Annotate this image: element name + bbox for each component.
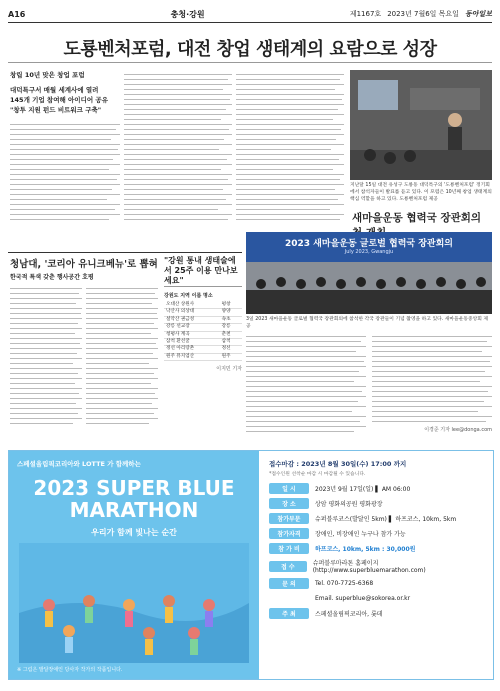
ad-row-fee: 참 가 비 하프코스, 10km, 5km : 30,000원	[269, 543, 483, 554]
ad-row-category: 참가부문 슈퍼블루코스(발달인 5km) ▌ 하프코스, 10km, 5km	[269, 513, 483, 524]
page-number: A16	[8, 9, 26, 19]
page-header	[8, 8, 492, 20]
ad-event-title: 2023 SUPER BLUE MARATHON	[33, 476, 235, 522]
section-name: 충청·강원	[170, 9, 205, 19]
ad-slogan: 우리가 함께 빛나는 순간	[91, 528, 177, 537]
table-row: 원주 뮤지엄산 원주	[164, 353, 242, 360]
runners-illustration-icon	[19, 543, 249, 663]
ad-row-contact-email[interactable]: Email. superblue@sokorea.or.kr	[315, 595, 411, 602]
sidebar-title-box	[352, 210, 492, 228]
conference-photo-icon	[350, 70, 492, 180]
sidebar-body-col1	[246, 332, 366, 442]
ad-row-contact-tel: 문 의 Tel. 070-7725-6368	[269, 578, 483, 589]
main-lede	[10, 85, 120, 115]
table-row: 설악산 권금성 속초	[164, 316, 242, 323]
main-body-col3	[236, 70, 344, 232]
ad-info-panel	[259, 451, 493, 679]
table-row: 오대산 상원사 평창	[164, 302, 242, 309]
issue-number: 제1167호	[349, 10, 382, 18]
mid-left-body-col2	[86, 284, 158, 444]
table-title: 강원도 지역 이름 명소	[164, 293, 213, 299]
sidebar-photo-caption: 3일 2023 새마을운동 글로벌 협력국 장관회의에 참석한 각국 장관들이 기념 촬영을 하고 있다. 새마을운동중앙회 제공	[246, 317, 489, 329]
ad-poster	[9, 451, 259, 679]
table-row: 청평사 계곡 춘천	[164, 331, 242, 338]
main-photo-caption: 지난달 15일 대전 유성구 도룡동 대덕특구의 '도룡벤처포럼' 정기회에서 참석자들이 발표를 듣고 있다. 이 포럼은 10년째 창업 생태계의 핵심 역할을 하고 있다. 도룡벤처포럼 제공	[350, 183, 492, 202]
sidebar-photo	[246, 232, 492, 314]
ad-row-host: 주 최 스페셜올림픽코리아, 롯데	[269, 608, 483, 619]
ad-deadline-sub: *접수인원 선착순 마감 시 마감될 수 있습니다.	[269, 472, 366, 477]
main-article-kicker-block	[10, 70, 120, 115]
mid-center-byline: 이지민 기자	[216, 366, 242, 373]
main-kicker: 창립 10년 맞은 창업 포럼	[10, 71, 85, 79]
ad-row-eligibility: 참가자격 장애인, 비장애인 누구나 참가 가능	[269, 528, 483, 539]
places-table	[164, 302, 242, 361]
lede-line: 대덕특구서 매월 세계사에 열려	[10, 86, 99, 94]
marathon-advertisement	[8, 450, 494, 680]
main-body-col1	[10, 120, 120, 232]
sidebar-photo-banner: 2023 새마을운동 글로벌 협력국 장관회의	[285, 239, 453, 249]
table-row: 정선 아리랑촌 정선	[164, 346, 242, 353]
ad-row-place: 장 소 상암 평화의공원 평화광장	[269, 498, 483, 509]
ad-row-date: 일 시 2023년 9월 17일(일) ▌ AM 06:00	[269, 483, 483, 494]
divider	[8, 252, 242, 253]
ad-footer-note: ※ 그림은 발달장애인 당사자 작가의 작품입니다.	[17, 667, 123, 673]
mid-left-title: 청남대, '코리아 유니크베뉴'로 뽑혀	[10, 259, 158, 270]
main-article-photo	[350, 70, 492, 180]
brand-logo: 동아일보	[464, 10, 492, 18]
table-row: 삼척 환선굴 삼척	[164, 339, 242, 346]
divider	[8, 62, 492, 63]
header-rule	[8, 22, 492, 23]
ad-deadline: 접수마감 : 2023년 8월 30일(수) 17:00 까지	[269, 460, 407, 468]
lede-line: 145개 기업 참여해 아이디어 공유	[10, 96, 108, 104]
publish-date: 2023년 7월6일 목요일	[387, 10, 459, 18]
mid-center-title-block	[164, 256, 242, 286]
lede-line: "창투 지원 펀드 비트워크 구축"	[10, 106, 102, 114]
main-body-col2	[124, 70, 232, 232]
sidebar-title: 새마을운동 협력국 장관회의	[352, 212, 482, 224]
mid-left-body-col1	[10, 284, 82, 444]
mid-left-subtitle: 한국적 특색 갖춘 행사공간 호평	[10, 274, 94, 281]
divider	[164, 286, 242, 287]
main-headline: 도룡벤처포럼, 대전 창업 생태계의 요람으로 성장	[63, 39, 437, 60]
mid-center-title: "강원 통내 생태술에서 25주 이용 만나보세요"	[164, 256, 238, 285]
sidebar-byline: 이경준 기자 lee@donga.com	[424, 427, 492, 433]
sidebar-photo-sub: July 2023, Gwangju	[344, 249, 394, 255]
mid-center-table	[164, 292, 242, 412]
table-row: 낙산사 의상대 양양	[164, 309, 242, 316]
ad-row-apply[interactable]: 접 수 슈퍼블루마라톤 홈페이지 (http://www.superbluemarathon.com)	[269, 558, 483, 574]
sidebar-body-col2	[372, 332, 492, 442]
ad-sponsor-line: 스페셜올림픽코리아와 LOTTE 가 함께하는	[17, 460, 141, 468]
table-row: 강릉 선교장 강릉	[164, 324, 242, 331]
